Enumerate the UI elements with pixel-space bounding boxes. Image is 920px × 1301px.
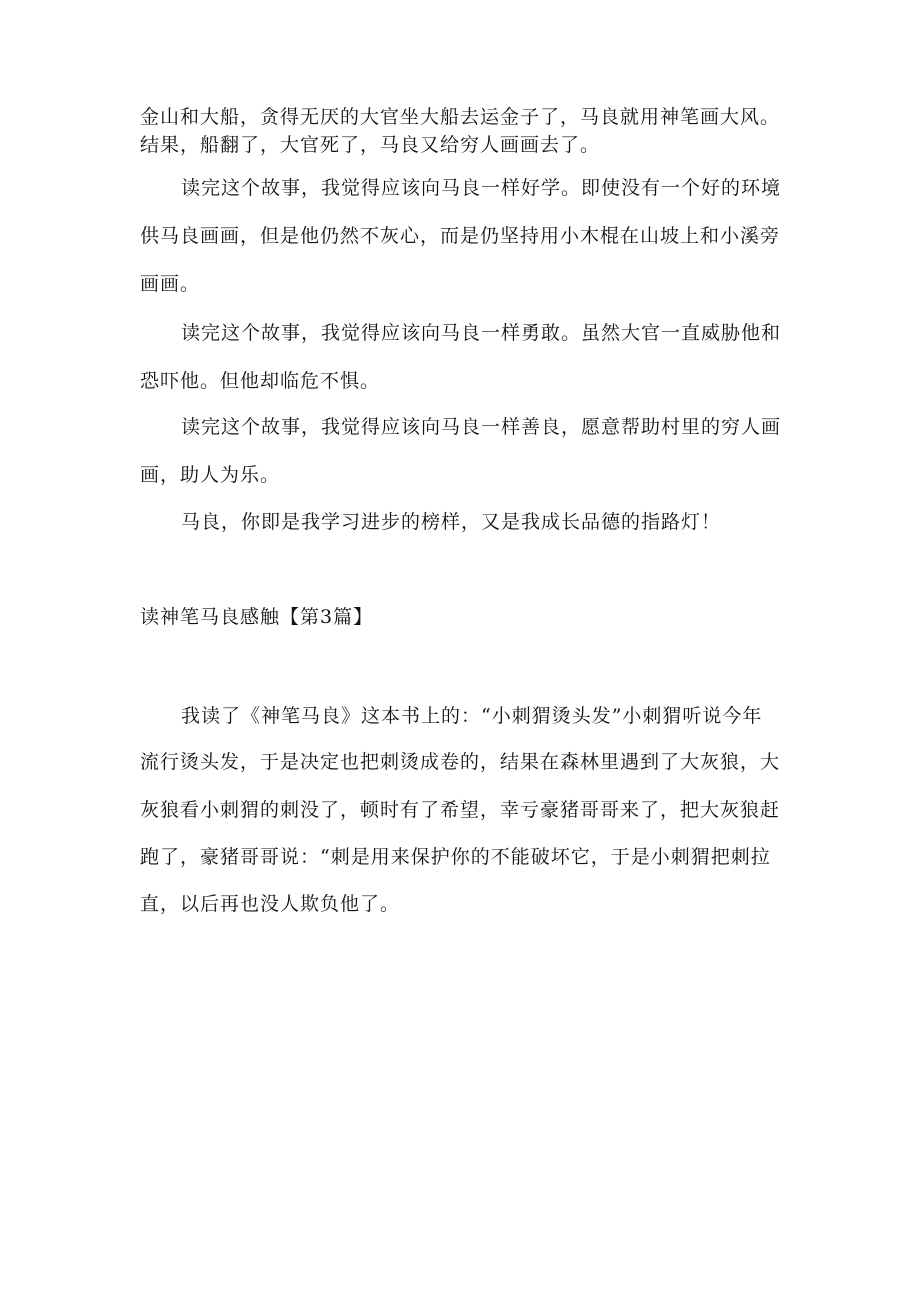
text-line: 读完这个故事，我觉得应该向马良一样勇敢。虽然大官一直威胁他和 (181, 322, 782, 344)
text-line: 画画。 (140, 273, 201, 295)
text-line: 我读了《神笔马良》这本书上的：“小刺猬烫头发”小刺猬听说今年 (181, 705, 763, 727)
text-line: 流行烫头发，于是决定也把刺烫成卷的，结果在森林里遇到了大灰狼，大 (140, 751, 781, 773)
text-line: 读完这个故事，我觉得应该向马良一样好学。即使没有一个好的环境 (181, 177, 782, 199)
text-line: 直，以后再也没人欺负他了。 (140, 893, 401, 915)
text-line: 灰狼看小刺猬的刺没了，顿时有了希望，幸亏豪猪哥哥来了，把大灰狼赶 (140, 799, 781, 821)
text-line: 马良，你即是我学习进步的榜样，又是我成长品德的指路灯！ (181, 511, 722, 533)
text-line: 读完这个故事，我觉得应该向马良一样善良，愿意帮助村里的穷人画 (181, 416, 782, 438)
text-line: 画，助人为乐。 (140, 464, 281, 486)
text-line: 供马良画画，但是他仍然不灰心，而是仍坚持用小木棍在山坡上和小溪旁 (140, 225, 781, 247)
text-line: 结果，船翻了，大官死了，马良又给穷人画画去了。 (140, 134, 601, 156)
text-line: 恐吓他。但他却临危不惧。 (140, 370, 381, 392)
section-heading: 读神笔马良感触【第3篇】 (140, 606, 374, 628)
text-line: 跑了，豪猪哥哥说：“刺是用来保护你的不能破坏它，于是小刺猬把刺拉 (140, 846, 771, 868)
text-line: 金山和大船，贪得无厌的大官坐大船去运金子了，马良就用神笔画大风。 (140, 106, 781, 128)
